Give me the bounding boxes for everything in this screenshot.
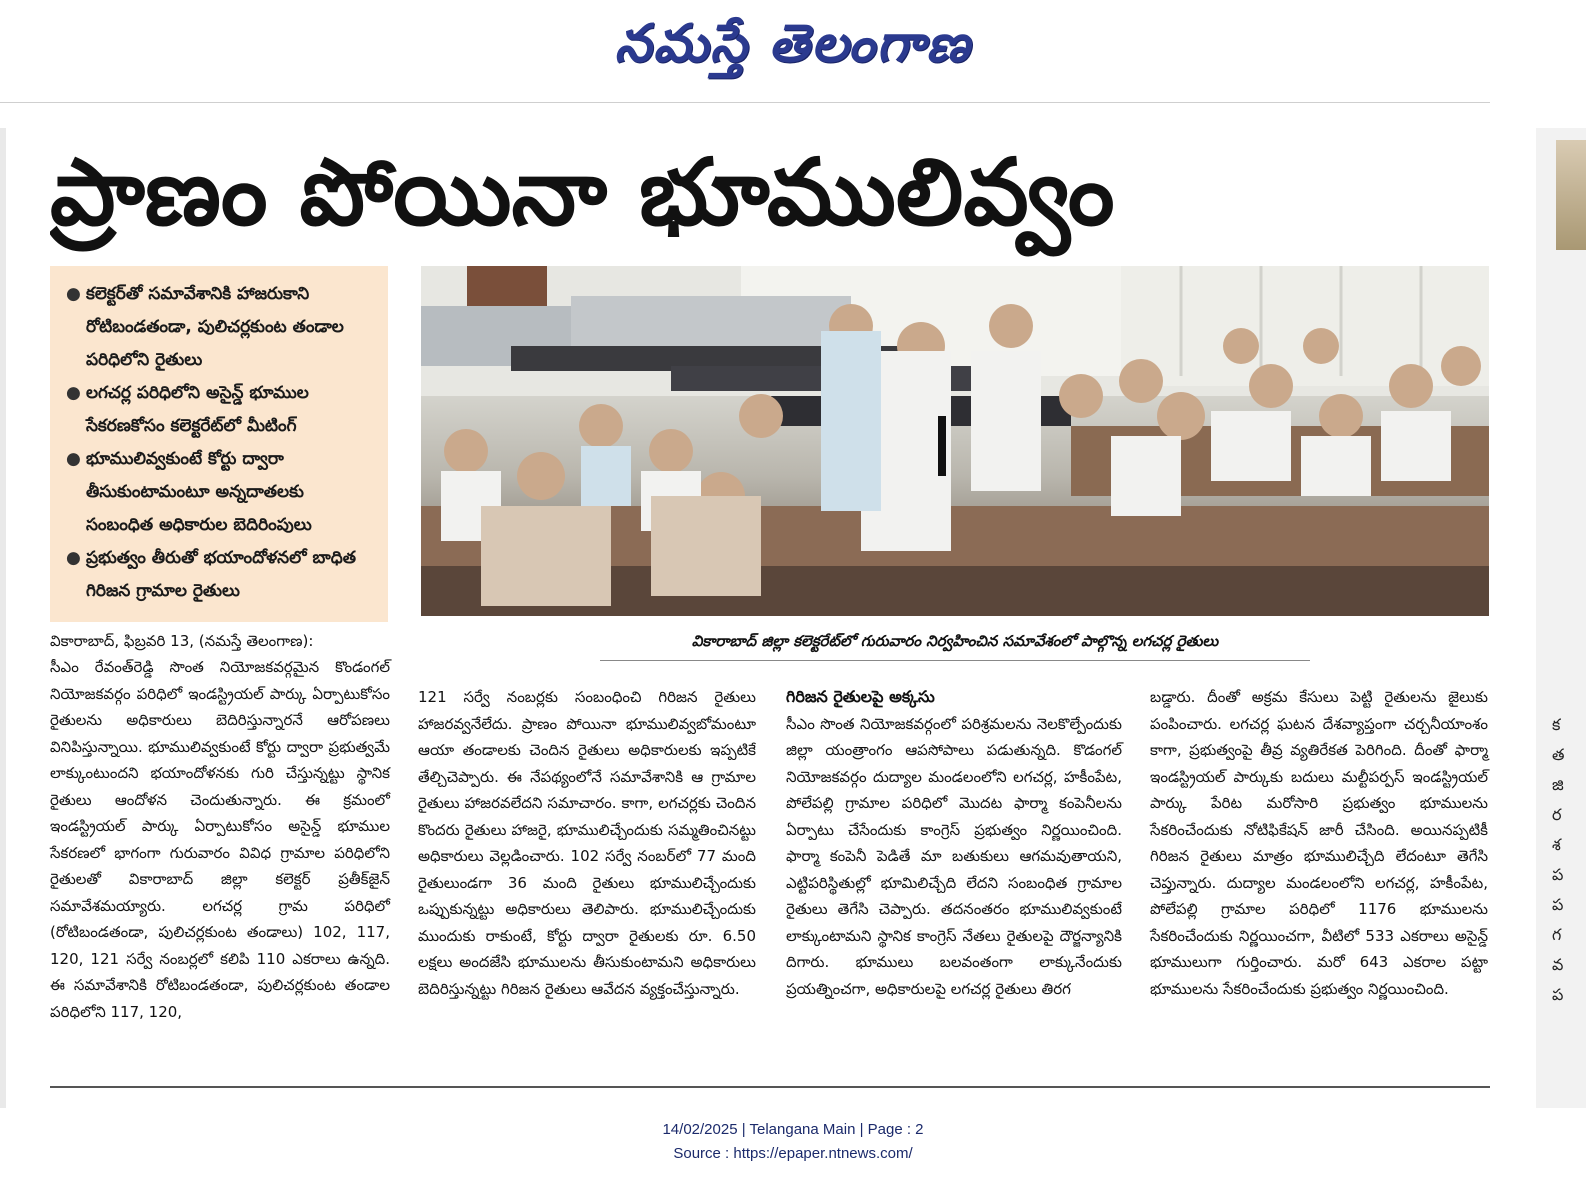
article-dateline: వికారాబాద్, ఫిబ్రవరి 13, (నమస్తే తెలంగాణ): bbox=[50, 632, 314, 650]
footer-source-link[interactable]: Source : https://epaper.ntnews.com/ bbox=[673, 1145, 913, 1162]
article-headline: ప్రాణం పోయినా భూములివ్వం bbox=[50, 139, 1115, 246]
fragment-char: ప bbox=[1552, 985, 1564, 1004]
article-column-4: బడ్డారు. దీంతో అక్రమ కేసులు పెట్టి రైతులను జైలుకు పంపించారు. లగచర్ల ఘటన దేశవ్యాప్తంగా చర్చనీయాంశం కాగా, ప్రభుత్వంపై తీవ్ర వ్యతిరేకత పెరిగింది. దీంతో ఫార్మా ఇండస్ట్రియల్ పార్కుకు బదులు మల్టీపర్పస్ ఇండస్ట్రియల్ పార్కు పేరిట మరోసారి ప్రభుత్వం భూములను సేకరించేందుకు నోటిఫికేషన్ జారీ చేసింది. అయినప్పటికీ గిరిజన రైతులు మాత్రం భూములిచ్చేది లేదంటూ తెగేసి చెప్తున్నారు. దుద్యాల మండలంలోని లగచర్ల, హకీంపేట, పోలేపల్లి గ్రామాల పరిధిలో 1176 భూములను సేకరించేందుకు నిర్ణయించగా, వీటిలో 533 ఎకరాలు అసైన్డ్ భూములుగా గుర్తించారు. మరో 643 ఎకరాల పట్టా భూములను సేకరించేందుకు ప్రభుత్వం నిర్ణయించింది. bbox=[1150, 688, 1488, 998]
bullet-icon: ● bbox=[66, 449, 81, 469]
highlight-text: భూములివ్వకుంటే కోర్టు ద్వారా తీసుకుంటామంటూ అన్నదాతలకు సంబంధిత అధికారుల బెదిరింపులు bbox=[86, 449, 312, 535]
meeting-photo bbox=[421, 266, 1489, 616]
highlight-item bbox=[66, 443, 376, 542]
article-subheading: గిరిజన రైతులపై అక్కసు bbox=[786, 687, 935, 706]
fragment-char: త bbox=[1552, 745, 1565, 764]
fragment-char: ర bbox=[1552, 805, 1562, 824]
bullet-icon: ● bbox=[66, 284, 81, 304]
left-adjacent-page-strip bbox=[0, 128, 6, 1108]
article-column-2: 121 సర్వే నంబర్లకు సంబంధించి గిరిజన రైతులు హాజరవ్వనేలేదు. ప్రాణం పోయినా భూములివ్వబోమంటూ ఆయా తండాలకు చెందిన రైతులు అధికారులకు ఇప్పటికే తేల్చిచెప్పారు. ఈ నేపథ్యంలోనే సమావేశానికి ఆ గ్రామాల రైతులు హాజరవలేదని సమాచారం. కాగా, లగచర్లకు చెందిన కొందరు రైతులు హాజరై, భూములిచ్చేందుకు సమ్మతించినట్టు అధికారులు వెల్లడించారు. 102 సర్వే నంబర్‌లో 77 మంది రైతులుండగా 36 మంది రైతులు భూములిచ్చేందుకు ఒప్పుకున్నట్టు అధికారులు తెలిపారు. భూములిచ్చేందుకు ముందుకు రాకుంటే, కోర్టు ద్వారా రైతులకు రూ. 6.50 లక్షలు అందజేసి భూములను తీసుకుంటామని అధికారులు బెదిరిస్తున్నట్టు గిరిజన రైతులు ఆవేదన వ్యక్తంచేస్తున్నారు. bbox=[418, 688, 756, 998]
fragment-char: ప bbox=[1552, 865, 1564, 884]
highlight-item bbox=[66, 377, 376, 443]
top-divider bbox=[0, 102, 1490, 103]
page-footer bbox=[0, 1118, 1586, 1166]
highlight-text: లగచర్ల పరిధిలోని అసైన్డ్ భూముల సేకరణకోసం కలెక్టరేట్‌లో మీటింగ్ bbox=[86, 383, 309, 436]
adjacent-page-photo-fragment bbox=[1556, 140, 1586, 250]
article-column-1: సీఎం రేవంత్‌రెడ్డి సొంత నియోజకవర్గమైన కొండంగల్ నియోజకవర్గం పరిధిలో ఇండస్ట్రియల్ పార్కు ఏర్పాటుకోసం రైతులను అధికారులు బెదిరిస్తున్నారనే ఆరోపణలు వినిపిస్తున్నాయి. భూములివ్వకుంటే కోర్టు ద్వారా ప్రభుత్వమే లాక్కుంటుందని భయాందోళనకు గురి చేస్తున్నట్టు స్థానిక రైతులు ఆందోళన చెందుతున్నారు. ఈ క్రమంలో ఇండస్ట్రియల్ పార్కు ఏర్పాటుకోసం అసైన్డ్ భూముల సేకరణలో భాగంగా గురువారం వివిధ గ్రామాల పరిధిలోని రైతులతో వికారాబాద్ జిల్లా కలెక్టర్ ప్రతీక్‌జైన్ సమావేశమయ్యారు. లగచర్ల గ్రామ పరిధిలో (రోటిబండతండా, పులిచర్లకుంట తండాలు) 102, 117, 120, 121 సర్వే నంబర్లలో కలిపి 110 ఎకరాలు ఉన్నది. ఈ సమావేశానికి రోటిబండతండా, పులిచర్లకుంట తండాల పరిధిలోని 117, 120, bbox=[50, 658, 390, 1021]
highlight-item bbox=[66, 278, 376, 377]
highlights-box bbox=[50, 266, 388, 622]
fragment-char: వ bbox=[1552, 955, 1564, 974]
fragment-char: గ bbox=[1552, 925, 1562, 944]
footer-edition-info: 14/02/2025 | Telangana Main | Page : 2 bbox=[662, 1121, 924, 1138]
masthead bbox=[0, 0, 1586, 100]
bullet-icon: ● bbox=[66, 383, 81, 403]
bullet-icon: ● bbox=[66, 548, 81, 568]
caption-divider bbox=[600, 660, 1310, 661]
fragment-char: శ bbox=[1552, 835, 1561, 854]
meeting-photo-illustration bbox=[421, 266, 1489, 616]
article-column-3 bbox=[786, 684, 1122, 1002]
adjacent-page-text-fragment bbox=[1552, 710, 1582, 1010]
fragment-char: ప bbox=[1552, 895, 1564, 914]
highlight-text: ప్రభుత్వం తీరుతో భయాందోళనలో బాధిత గిరిజన గ్రామాల రైతులు bbox=[86, 548, 356, 601]
highlight-text: కలెక్టర్‌తో సమావేశానికి హాజరుకాని రోటిబండతండా, పులిచర్లకుంట తండాల పరిధిలోని రైతులు bbox=[86, 284, 344, 370]
photo-caption: వికారాబాద్ జిల్లా కలెక్టరేట్‌లో గురువారం నిర్వహించిన సమావేశంలో పాల్గొన్న లగచర్ల రైతులు bbox=[691, 632, 1219, 650]
fragment-char: జి bbox=[1552, 775, 1564, 794]
article-column-3-body: సీఎం సొంత నియోజకవర్గంలో పరిశ్రమలను నెలకొల్పేందుకు జిల్లా యంత్రాంగం ఆపసోపాలు పడుతున్నది. కొడంగల్ నియోజకవర్గం దుద్యాల మండలంలోని లగచర్ల, హకీంపేట, పోలేపల్లి గ్రామాల పరిధిలో మొదట ఫార్మా కంపెనీలను ఏర్పాటు చేసేందుకు కాంగ్రెస్ ప్రభుత్వం నిర్ణయించింది. ఫార్మా కంపెనీ పెడితే మా బతుకులు ఆగమవుతాయని, ఎట్టిపరిస్థితుల్లో భూమిలిచ్చేది లేదని సంబంధిత గ్రామాల రైతులు తెగేసి చెప్పారు. తదనంతరం భూములివ్వకుంటే లాక్కుంటామని స్థానిక కాంగ్రెస్ నేతలు రైతులపై దౌర్జన్యానికి దిగారు. భూములు బలవంతంగా లాక్కునేందుకు ప్రయత్నించగా, అధికారులపై లగచర్ల రైతులు తిరగ bbox=[786, 714, 1122, 998]
fragment-char: క bbox=[1552, 715, 1561, 734]
masthead-logo-text: నమస్తే తెలంగాణ bbox=[614, 13, 972, 74]
bottom-divider bbox=[50, 1086, 1490, 1088]
highlight-item bbox=[66, 542, 376, 608]
